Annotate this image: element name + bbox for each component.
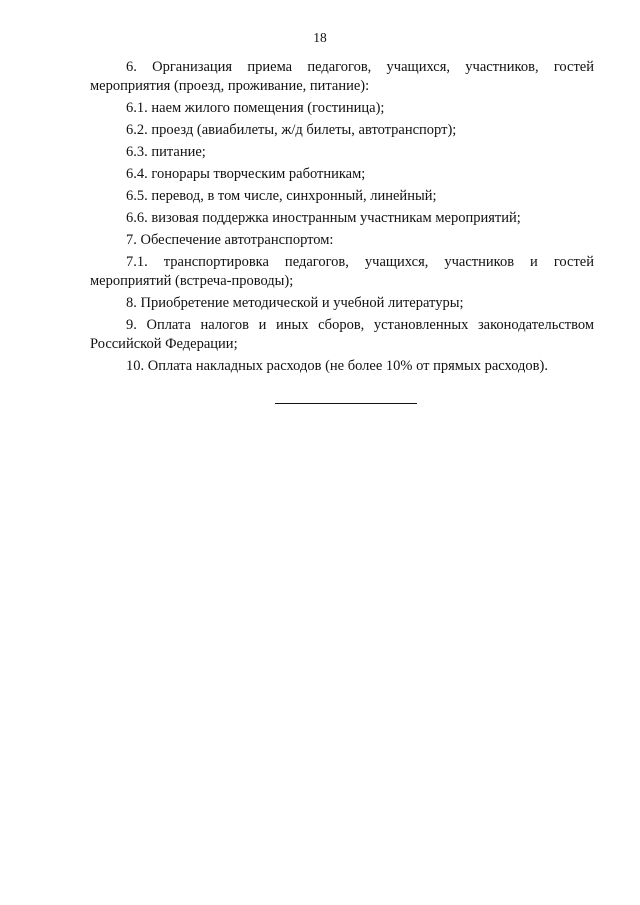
list-item: 6.5. перевод, в том числе, синхронный, линейный; (126, 188, 437, 204)
list-item: 6.6. визовая поддержка иностранным участникам мероприятий; (126, 210, 521, 226)
list-item: 6.2. проезд (авиабилеты, ж/д билеты, автотранспорт); (126, 122, 457, 138)
closing-divider (275, 403, 417, 404)
list-item: 6.4. гонорары творческим работникам; (126, 166, 366, 182)
list-item: 9. Оплата налогов и иных сборов, установленных законодательством Российской Федерации; (90, 317, 594, 352)
list-item: 8. Приобретение методической и учебной литературы; (126, 295, 464, 311)
list-item: 10. Оплата накладных расходов (не более 10% от прямых расходов). (126, 358, 548, 374)
list-item: 6. Организация приема педагогов, учащихся, участников, гостей мероприятия (проезд, проживание, питание): (90, 59, 594, 94)
list-item: 6.1. наем жилого помещения (гостиница); (126, 100, 385, 116)
list-item: 6.3. питание; (126, 144, 206, 160)
list-item: 7.1. транспортировка педагогов, учащихся, участников и гостей мероприятий (встреча-проводы); (90, 254, 594, 289)
expense-list (90, 58, 594, 379)
list-item: 7. Обеспечение автотранспортом: (126, 232, 334, 248)
page-number: 18 (313, 30, 327, 45)
